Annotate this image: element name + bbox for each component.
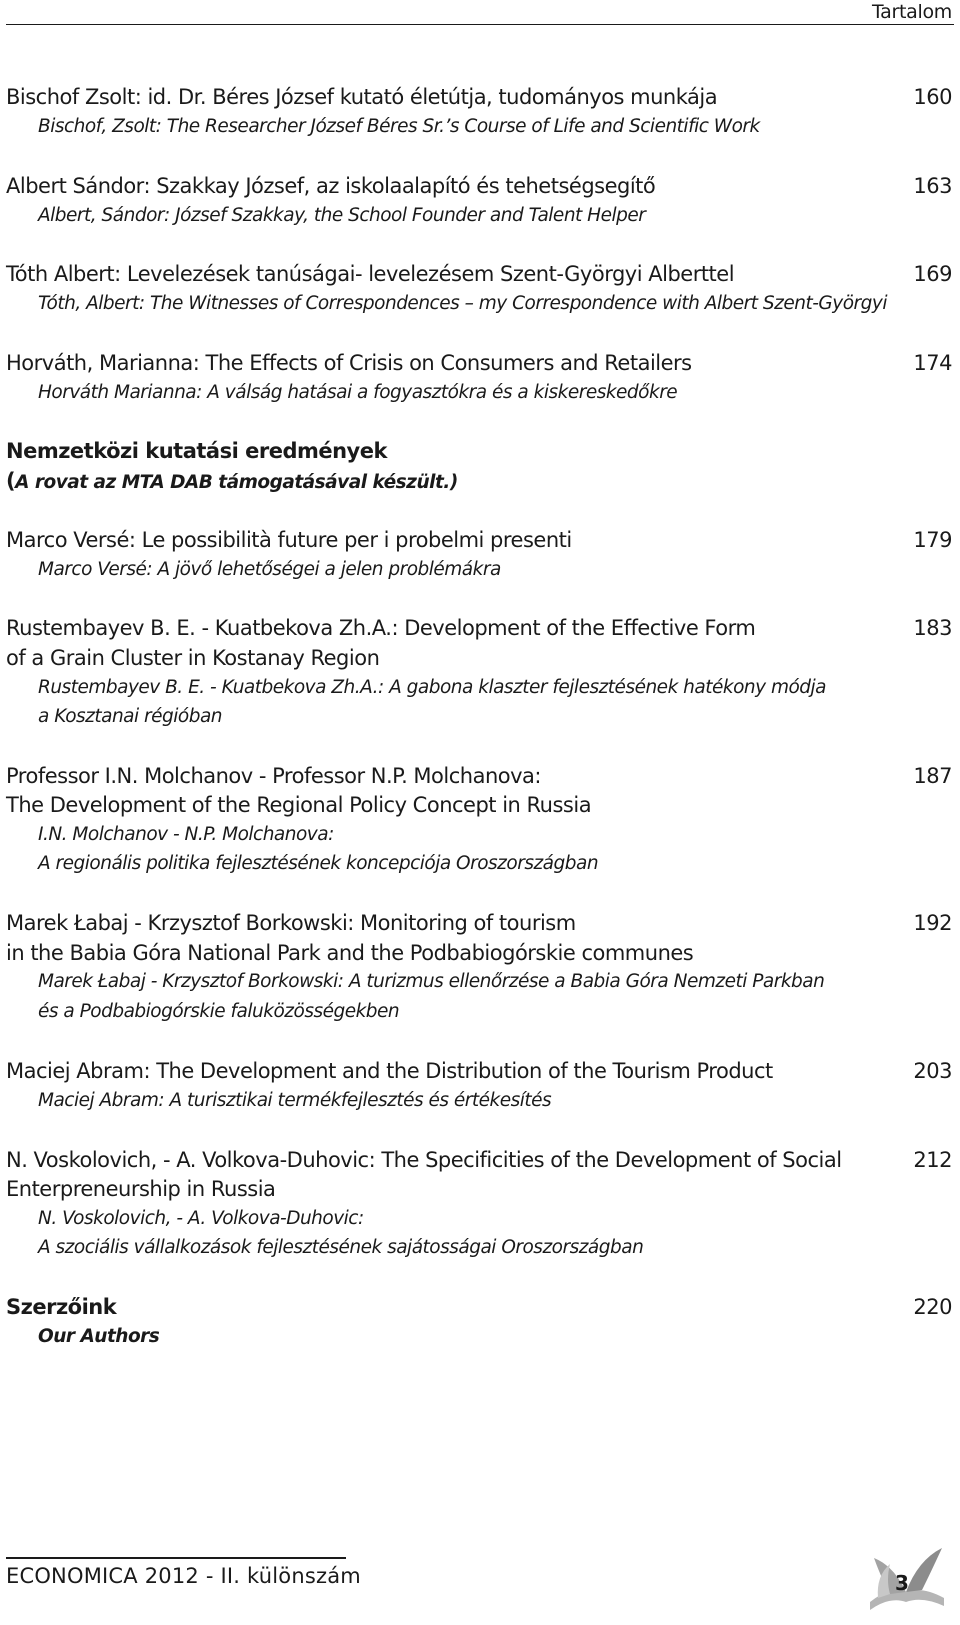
- toc-entry-subtitle: Marco Versé: A jövő lehetőségei a jelen problémákra: [38, 559, 501, 580]
- toc-entry-page: 179: [913, 528, 952, 552]
- toc-entry-page: 183: [913, 616, 952, 640]
- section-note: [6, 467, 458, 497]
- toc-entry-subtitle-cont: a Kosztanai régióban: [38, 706, 223, 727]
- toc-entry-page: 212: [913, 1148, 952, 1172]
- section-title: Nemzetközi kutatási eredmények: [6, 439, 387, 463]
- toc-entry-page: 203: [913, 1059, 952, 1083]
- header-title: Tartalom: [871, 1, 952, 23]
- toc-entry-subtitle-cont: és a Podbabiogórskie faluközösségekben: [38, 1001, 400, 1022]
- toc-entry-title: Marek Łabaj - Krzysztof Borkowski: Monitoring of tourism: [6, 911, 576, 935]
- toc-entry-page: 187: [913, 764, 952, 788]
- toc-entry-title-cont: The Development of the Regional Policy Concept in Russia: [6, 793, 592, 817]
- toc-entry-title: Marco Versé: Le possibilità future per i probelmi presenti: [6, 528, 572, 552]
- toc-entry-subtitle: I.N. Molchanov - N.P. Molchanova:: [38, 824, 334, 845]
- toc-entry-title: Rustembayev B. E. - Kuatbekova Zh.A.: Development of the Effective Form: [6, 616, 756, 640]
- toc-entry-subtitle: Rustembayev B. E. - Kuatbekova Zh.A.: A gabona klaszter fejlesztésének hatékony módja: [38, 677, 827, 698]
- toc-entry-title-cont: Enterpreneurship in Russia: [6, 1177, 276, 1201]
- toc-entry-subtitle-cont: A regionális politika fejlesztésének koncepciója Oroszországban: [38, 853, 599, 874]
- section-note-text: A rovat az MTA DAB támogatásával készült.): [15, 472, 458, 493]
- toc-entry-page: 163: [913, 174, 952, 198]
- section-note-paren: (: [6, 469, 16, 493]
- toc-entry-subtitle: Bischof, Zsolt: The Researcher József Béres Sr.’s Course of Life and Scientific Work: [38, 116, 760, 137]
- toc-entry-page: 160: [913, 85, 952, 109]
- footer-journal-title: ECONOMICA 2012 - II. különszám: [6, 1564, 361, 1588]
- footer-rule: [6, 1557, 346, 1559]
- toc-entry-title: Albert Sándor: Szakkay József, az iskolaalapító és tehetségsegítő: [6, 174, 656, 198]
- toc-entry-title: Maciej Abram: The Development and the Distribution of the Tourism Product: [6, 1059, 773, 1083]
- toc-entry-title-cont: in the Babia Góra National Park and the Podbabiogórskie communes: [6, 941, 694, 965]
- toc-entry-subtitle: Maciej Abram: A turisztikai termékfejlesztés és értékesítés: [38, 1090, 552, 1111]
- toc-entry-subtitle: Horváth Marianna: A válság hatásai a fogyasztókra és a kiskereskedőkre: [38, 382, 678, 403]
- toc-entry-subtitle: Marek Łabaj - Krzysztof Borkowski: A turizmus ellenőrzése a Babia Góra Nemzeti Parkban: [38, 971, 825, 992]
- toc-entry-page: 192: [913, 911, 952, 935]
- toc-entry-page: 220: [913, 1295, 952, 1319]
- toc-entry-title: N. Voskolovich, - A. Volkova-Duhovic: The Specificities of the Development of Social: [6, 1148, 842, 1172]
- toc-entry-title: Professor I.N. Molchanov - Professor N.P. Molchanova:: [6, 764, 541, 788]
- toc-entry-title: Tóth Albert: Levelezések tanúságai- levelezésem Szent-Györgyi Alberttel: [6, 262, 735, 286]
- page-number: 3: [895, 1571, 909, 1595]
- toc-entry-subtitle: Tóth, Albert: The Witnesses of Correspondences – my Correspondence with Albert Szent-Györgyi: [38, 293, 887, 314]
- toc-entry-page: 169: [913, 262, 952, 286]
- toc-entry-title: Horváth, Marianna: The Effects of Crisis on Consumers and Retailers: [6, 351, 692, 375]
- toc-entry-subtitle: N. Voskolovich, - A. Volkova-Duhovic:: [38, 1208, 364, 1229]
- toc-entry-title: Szerzőink: [6, 1295, 117, 1319]
- toc-entry-subtitle: Our Authors: [38, 1326, 160, 1347]
- toc-entry-subtitle-cont: A szociális vállalkozások fejlesztésének sajátosságai Oroszországban: [38, 1237, 644, 1258]
- toc-entry-subtitle: Albert, Sándor: József Szakkay, the School Founder and Talent Helper: [38, 205, 646, 226]
- toc-entry-page: 174: [913, 351, 952, 375]
- toc-entry-title-cont: of a Grain Cluster in Kostanay Region: [6, 646, 380, 670]
- toc-entry-title: Bischof Zsolt: id. Dr. Béres József kutató életútja, tudományos munkája: [6, 85, 718, 109]
